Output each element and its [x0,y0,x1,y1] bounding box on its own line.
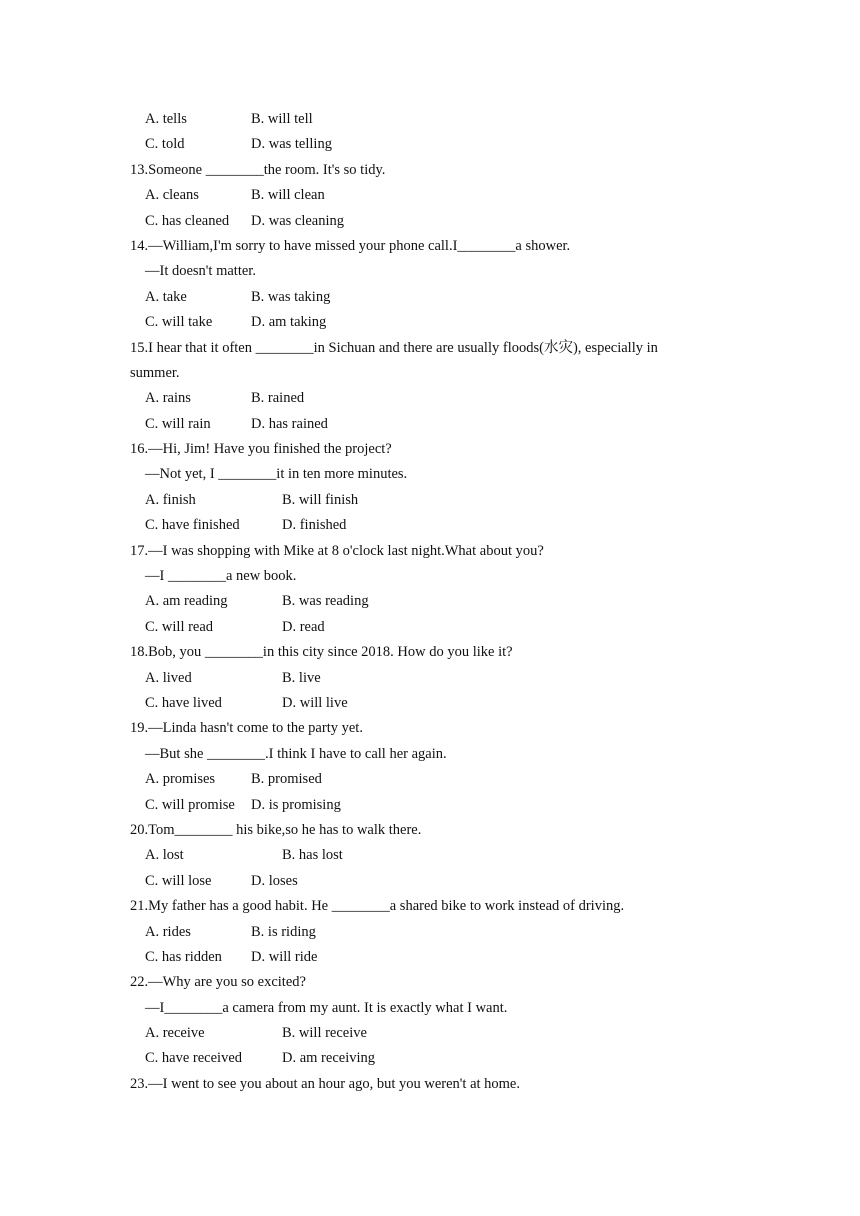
option-row [0,209,860,234]
option-row [0,386,860,411]
option-row [0,920,860,945]
option-row [0,767,860,792]
question-stem: 16.—Hi, Jim! Have you finished the project? [130,441,392,458]
option-left: C. has cleaned [145,212,230,229]
question-stem: 23.—I went to see you about an hour ago, but you weren't at home. [130,1075,520,1092]
option-row [0,691,860,716]
option-left: A. tells [145,111,187,127]
question-stem: 13.Someone ________the room. It's so tidy. [130,161,386,178]
question-stem: 15.I hear that it often ________in Sichuan and there are usually floods(水灾), especially in [130,339,658,356]
option-left: C. will take [145,314,213,331]
option-left: C. have finished [145,517,240,534]
option-left: A. receive [145,1025,205,1042]
option-row [0,488,860,513]
option-row [0,183,860,208]
question-stem: 14.—William,I'm sorry to have missed your phone call.I________a shower. [130,237,571,254]
option-right: B. has lost [282,847,343,864]
option-row [0,132,860,157]
option-left: C. have lived [145,694,222,711]
option-row [0,666,860,691]
option-row [0,793,860,818]
dialogue-line: —It doesn't matter. [145,263,256,280]
question-stem: 20.Tom________ his bike,so he has to walk there. [130,821,422,838]
option-left: C. told [145,136,185,153]
option-right: D. am receiving [282,1050,376,1067]
option-right: B. was reading [282,593,369,610]
option-right: D. read [282,618,325,635]
dialogue-line: —I________a camera from my aunt. It is exactly what I want. [145,999,508,1016]
option-row [0,869,860,894]
question-stem: 19.—Linda hasn't come to the party yet. [130,720,363,737]
option-left: C. will read [145,618,214,635]
option-row [0,285,860,310]
option-left: A. take [145,288,187,305]
option-right: B. is riding [251,923,316,940]
option-row [0,513,860,538]
option-left: A. promises [145,771,216,788]
option-row [0,1021,860,1046]
option-left: C. has ridden [145,948,222,965]
worksheet-page [0,107,860,1097]
option-left: A. rides [145,923,191,940]
option-right: B. will clean [251,187,325,204]
option-right: B. was taking [251,288,331,305]
option-row [0,843,860,868]
question-stem: 17.—I was shopping with Mike at 8 o'clock last night.What about you? [130,542,544,559]
option-right: D. was cleaning [251,212,345,229]
option-row [0,412,860,437]
option-left: A. lived [145,669,192,686]
option-right: B. will finish [282,491,359,508]
option-left: C. will lose [145,872,212,889]
dialogue-line: —But she ________.I think I have to call her again. [145,745,447,762]
option-row [0,615,860,640]
question-stem: 18.Bob, you ________in this city since 2018. How do you like it? [130,644,513,661]
option-left: C. will promise [145,796,235,813]
option-right: D. finished [282,517,347,534]
dialogue-line: summer. [130,364,180,381]
option-right: B. live [282,669,321,686]
option-right: D. was telling [251,136,332,153]
dialogue-line: —Not yet, I ________it in ten more minutes. [145,466,408,483]
option-right: B. promised [251,771,322,788]
option-row [0,310,860,335]
option-right: D. loses [251,872,298,889]
option-right: B. rained [251,390,305,407]
option-right: D. will ride [251,948,318,965]
option-right: D. is promising [251,796,341,813]
option-row [0,107,860,132]
question-stem: 22.—Why are you so excited? [130,974,306,991]
question-stem: 21.My father has a good habit. He ________a shared bike to work instead of driving. [130,898,625,915]
option-right: D. am taking [251,314,327,331]
option-right: D. will live [282,694,348,711]
option-row [0,589,860,614]
option-right: B. will tell [251,111,313,127]
option-row [0,945,860,970]
option-left: A. finish [145,491,196,508]
option-left: A. cleans [145,187,199,204]
option-row [0,1046,860,1071]
option-left: A. am reading [145,593,228,610]
option-left: A. lost [145,847,184,864]
dialogue-line: —I ________a new book. [145,568,297,585]
option-left: C. will rain [145,415,211,432]
option-right: B. will receive [282,1025,367,1042]
option-left: C. have received [145,1050,243,1067]
option-right: D. has rained [251,415,328,432]
option-left: A. rains [145,390,191,407]
